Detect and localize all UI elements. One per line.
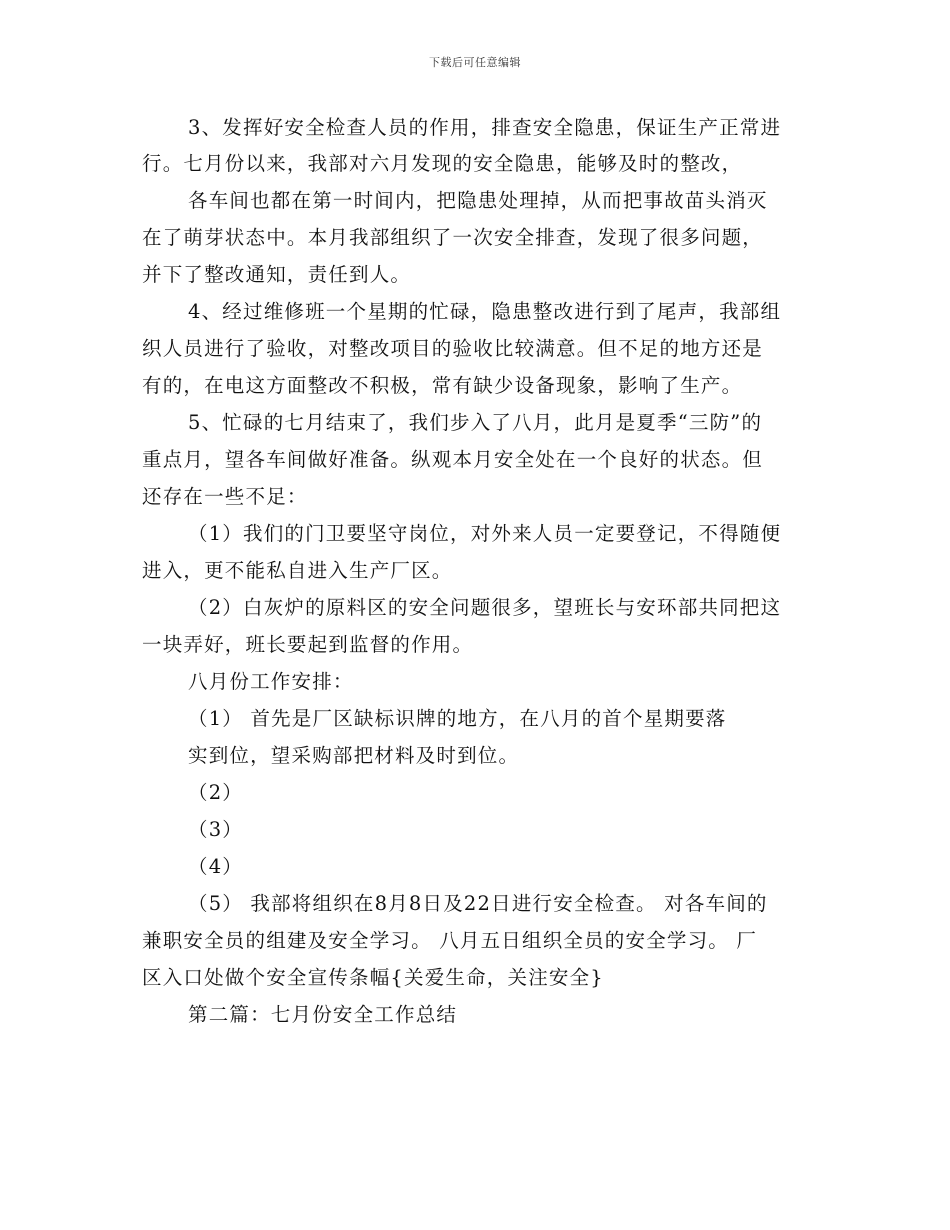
body-line: 区入口处做个安全宣传条幅{关爱生命，关注安全} — [142, 966, 604, 989]
body-line: 实到位，望采购部把材料及时到位。 — [188, 744, 520, 767]
body-line: 还存在一些不足： — [142, 485, 308, 508]
body-line: （5） 我部将组织在8月8日及22日进行安全检查。 对各车间的 — [188, 892, 768, 915]
body-line: 5、忙碌的七月结束了，我们步入了八月，此月是夏季“三防”的 — [188, 411, 763, 434]
body-line: 一块弄好，班长要起到监督的作用。 — [142, 633, 474, 656]
body-line: 有的，在电这方面整改不积极，常有缺少设备现象，影响了生产。 — [142, 374, 743, 397]
section-heading: 第二篇：七月份安全工作总结 — [188, 1003, 458, 1026]
body-line: 4、经过维修班一个星期的忙碌，隐患整改进行到了尾声，我部组 — [188, 300, 782, 323]
body-line: （1）我们的门卫要坚守岗位，对外来人员一定要登记，不得随便 — [188, 522, 782, 545]
body-line: （2）白灰炉的原料区的安全问题很多，望班长与安环部共同把这 — [188, 596, 782, 619]
body-line: 进入，更不能私自进入生产厂区。 — [142, 559, 453, 582]
page-header: 下载后可任意编辑 — [429, 56, 521, 69]
body-line: （4） — [188, 855, 244, 878]
body-line: 织人员进行了验收，对整改项目的验收比较满意。但不足的地方还是 — [142, 337, 764, 360]
body-line: 并下了整改通知，责任到人。 — [142, 263, 412, 286]
body-line: （2） — [188, 781, 244, 804]
body-line: 八月份工作安排： — [188, 670, 354, 693]
body-line: 行。七月份以来，我部对六月发现的安全隐患，能够及时的整改， — [142, 152, 743, 175]
body-line: 兼职安全员的组建及安全学习。 八月五日组织全员的安全学习。 厂 — [142, 929, 758, 952]
body-line: （3） — [188, 818, 244, 841]
body-line: （1） 首先是厂区缺标识牌的地方，在八月的首个星期要落 — [188, 707, 727, 730]
body-line: 3、发挥好安全检查人员的作用，排查安全隐患，保证生产正常进 — [188, 116, 782, 139]
body-line: 各车间也都在第一时间内，把隐患处理掉，从而把事故苗头消灭 — [188, 189, 768, 212]
body-line: 在了萌芽状态中。本月我部组织了一次安全排查，发现了很多问题， — [142, 226, 764, 249]
body-line: 重点月，望各车间做好准备。纵观本月安全处在一个良好的状态。但 — [142, 448, 764, 471]
